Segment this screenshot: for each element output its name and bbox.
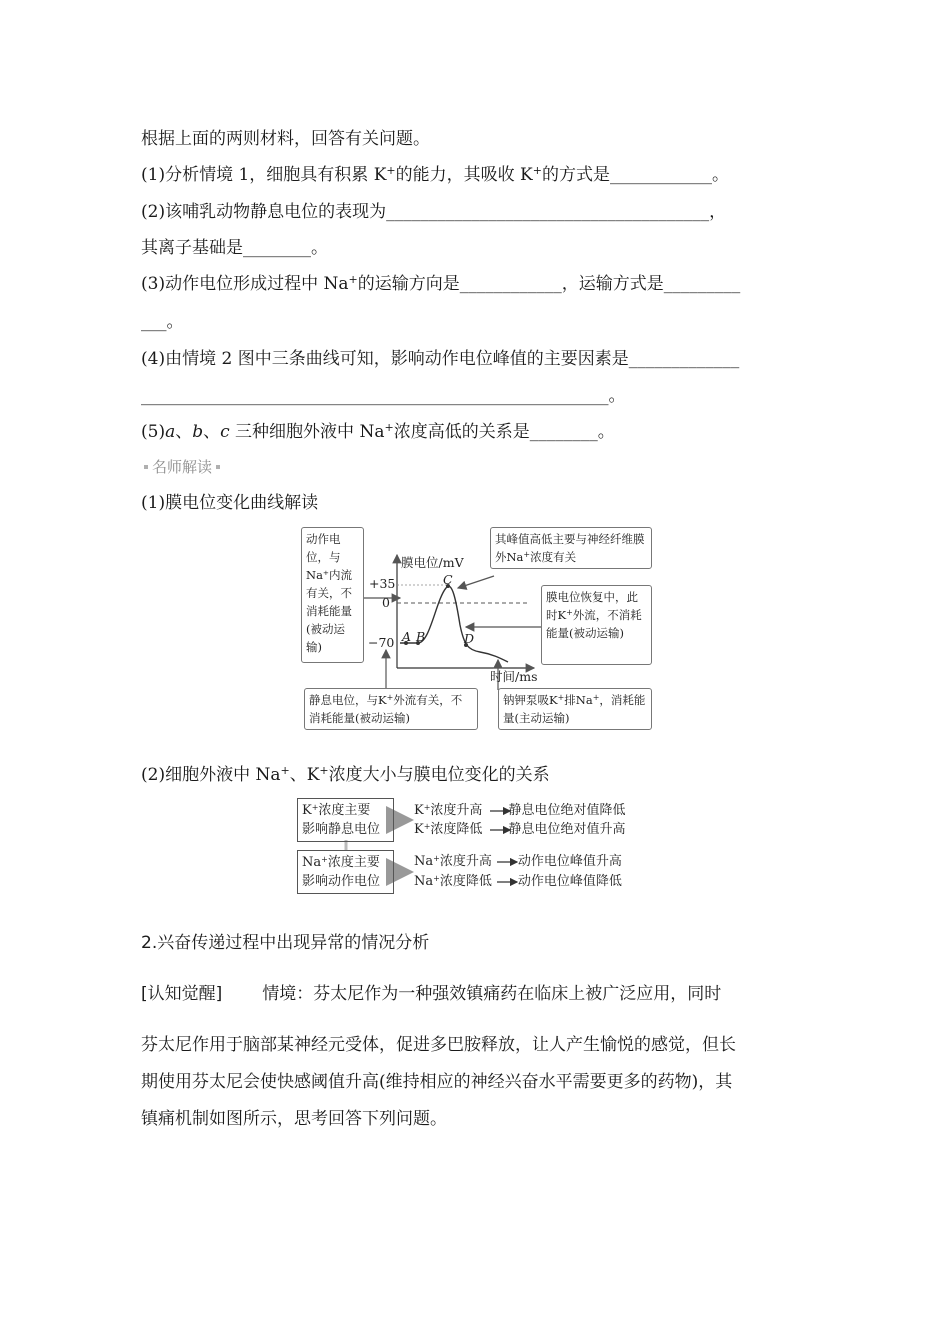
intro-text: 根据上面的两则材料，回答有关问题。 — [141, 129, 430, 149]
point-d-label: D — [464, 631, 475, 646]
section-2-title: 2.兴奋传递过程中出现异常的情况分析 — [141, 933, 430, 953]
paragraph-line-3: 镇痛机制如图所示，思考回答下列问题。 — [141, 1109, 447, 1129]
potassium-box: K+浓度主要 影响静息电位 — [297, 798, 394, 842]
peak-note-box: 其峰值高低主要与神经纤维膜外Na+浓度有关 — [490, 527, 652, 569]
y-tick-peak: +35 — [369, 576, 396, 591]
relation-na-down: Na+浓度降低 动作电位峰值降低 — [414, 874, 622, 889]
relation-k-down: K+浓度降低 静息电位绝对值升高 — [414, 822, 626, 837]
question-3-line-2: ___。 — [141, 312, 184, 332]
question-4-line-1: (4)由情境 2 图中三条曲线可知，影响动作电位峰值的主要因素是_____________ — [141, 349, 740, 369]
x-axis-label: 时间/ms — [490, 669, 538, 684]
question-3-line-1: (3)动作电位形成过程中 Na+的运输方向是____________，运输方式是_________ — [141, 273, 741, 294]
action-potential-box: 动作电位，与Na⁺内流有关，不消耗能量(被动运输) — [301, 527, 364, 663]
paragraph-line-1: 芬太尼作用于脑部某神经元受体，促进多巴胺释放，让人产生愉悦的感觉，但长 — [141, 1035, 736, 1055]
question-4-line-2: _______________________________________________________。 — [141, 386, 626, 406]
paragraph-line-2: 期使用芬太尼会使快感阈值升高(维持相应的神经兴奋水平需要更多的药物)，其 — [141, 1072, 733, 1092]
question-1: (1)分析情境 1，细胞具有积累 K+的能力，其吸收 K+的方式是____________。 — [141, 164, 729, 185]
relation-k-up: K+浓度升高 静息电位绝对值降低 — [414, 803, 626, 818]
teacher-notes-banner: 名师解读 — [140, 456, 224, 477]
question-5: (5)a、b、c 三种细胞外液中 Na+浓度高低的关系是________。 — [141, 421, 615, 442]
section-1-heading: (1)膜电位变化曲线解读 — [141, 493, 319, 513]
recovery-note-box: 膜电位恢复中，此时K+外流，不消耗能量(被动运输) — [541, 585, 652, 665]
point-c-label: C — [443, 572, 453, 587]
y-axis-label: 膜电位/mV — [401, 555, 464, 570]
y-tick-zero: 0 — [382, 595, 390, 610]
awaken-tag: [认知觉醒] — [141, 984, 223, 1004]
point-a-label: A — [402, 629, 412, 644]
relation-na-up: Na+浓度升高 动作电位峰值升高 — [414, 854, 622, 869]
question-2-line-1: (2)该哺乳动物静息电位的表现为______________________________________， — [141, 202, 727, 222]
resting-potential-box: 静息电位，与K+外流有关，不消耗能量(被动运输) — [304, 688, 478, 730]
section-2-heading: (2)细胞外液中 Na+、K+浓度大小与膜电位变化的关系 — [141, 764, 550, 785]
question-2-line-2: 其离子基础是________。 — [141, 238, 328, 258]
sodium-pump-box: 钠钾泵吸K+排Na+，消耗能量(主动运输) — [498, 688, 652, 730]
point-b-label: B — [416, 629, 426, 644]
y-tick-resting: −70 — [368, 635, 395, 650]
awaken-line: [认知觉醒] 情境：芬太尼作为一种强效镇痛药在临床上被广泛应用，同时 — [141, 984, 722, 1004]
sodium-box: Na+浓度主要 影响动作电位 — [297, 850, 394, 894]
